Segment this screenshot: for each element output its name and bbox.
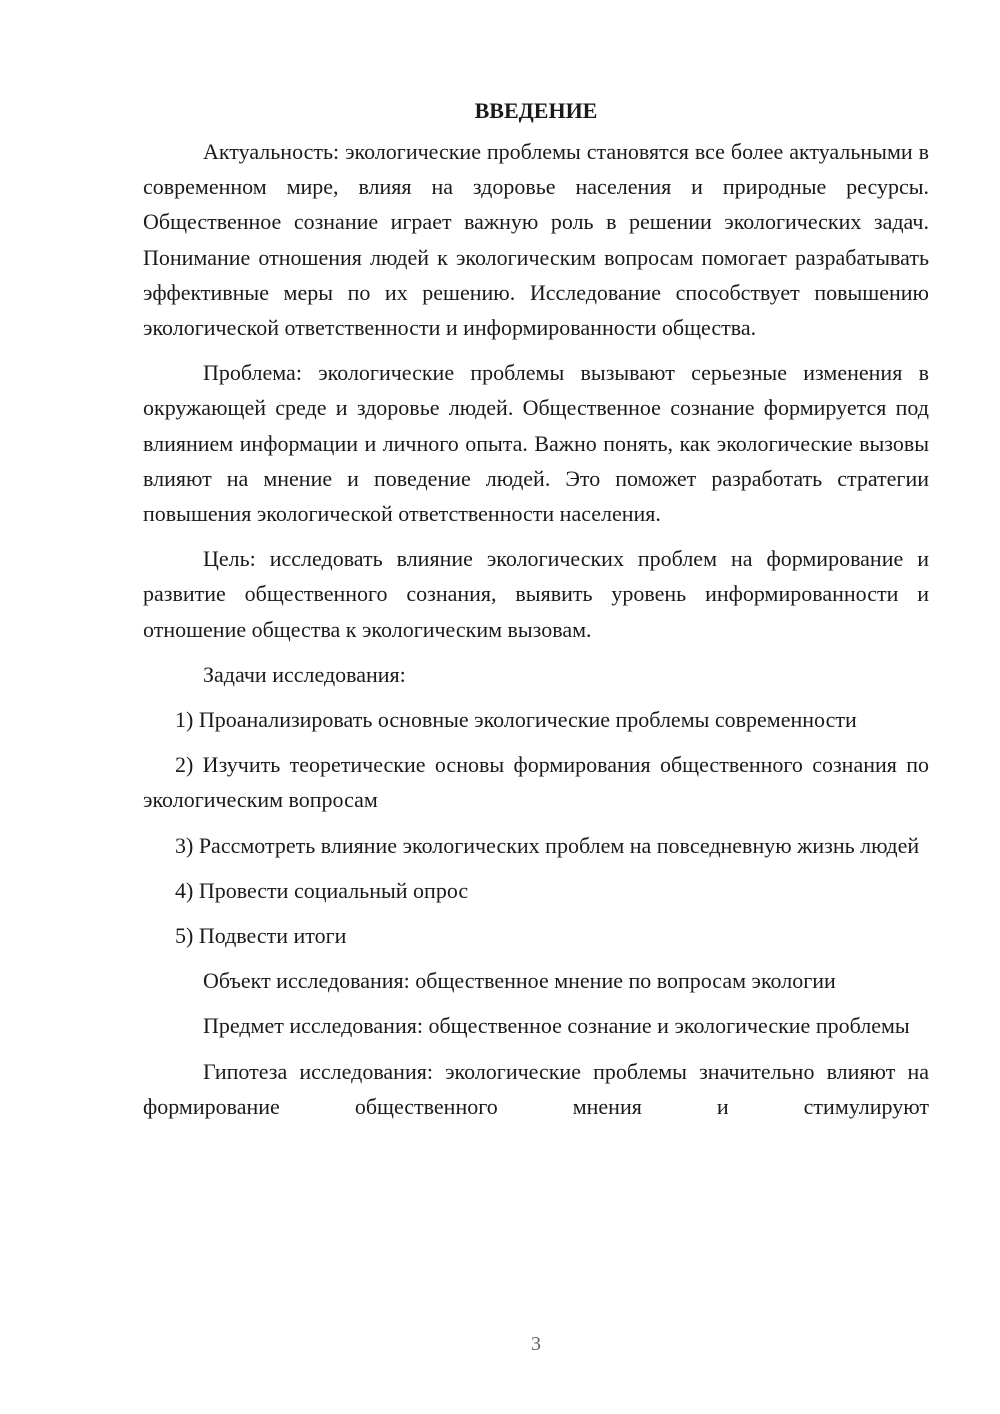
tasks-heading: Задачи исследования: xyxy=(203,661,406,687)
task-item-1: 1) Проанализировать основные экологические проблемы современности xyxy=(175,707,857,733)
paragraph-problem: Проблема: экологические проблемы вызывают серьезные изменения в окружающей среде и здоровье людей. Общественное сознание формируется под влиянием информации и личного опыта. Важно понять, как экологические вызовы влияют на мнение и поведение людей. Это поможет разработать стратегии повышения экологической ответственности населения. xyxy=(143,360,929,527)
page-number: 3 xyxy=(531,1333,541,1355)
task-item-3: 3) Рассмотреть влияние экологических проблем на повседневную жизнь людей xyxy=(175,832,920,858)
paragraph-object: Объект исследования: общественное мнение по вопросам экологии xyxy=(203,968,836,994)
paragraph-relevance: Актуальность: экологические проблемы становятся все более актуальными в современном мире, влияя на здоровье населения и природные ресурсы. Общественное сознание играет важную роль в решении экологических задач. Понимание отношения людей к экологическим вопросам помогает разрабатывать эффективные меры по их решению. Исследование способствует повышению экологической ответственности и информированности общества. xyxy=(143,139,929,341)
task-item-4: 4) Провести социальный опрос xyxy=(175,877,469,903)
document-page xyxy=(143,88,929,1134)
paragraph-hypothesis: Гипотеза исследования: экологические проблемы значительно влияют на формирование общественного мнения и стимулируют xyxy=(143,1058,929,1119)
paragraph-subject: Предмет исследования: общественное сознание и экологические проблемы xyxy=(203,1013,910,1039)
paragraph-goal: Цель: исследовать влияние экологических проблем на формирование и развитие общественного сознания, выявить уровень информированности и отношение общества к экологическим вызовам. xyxy=(143,546,929,642)
task-item-5: 5) Подвести итоги xyxy=(175,923,347,949)
document-title: ВВЕДЕНИЕ xyxy=(474,98,598,123)
task-item-2: 2) Изучить теоретические основы формирования общественного сознания по экологическим вопросам xyxy=(143,752,929,813)
